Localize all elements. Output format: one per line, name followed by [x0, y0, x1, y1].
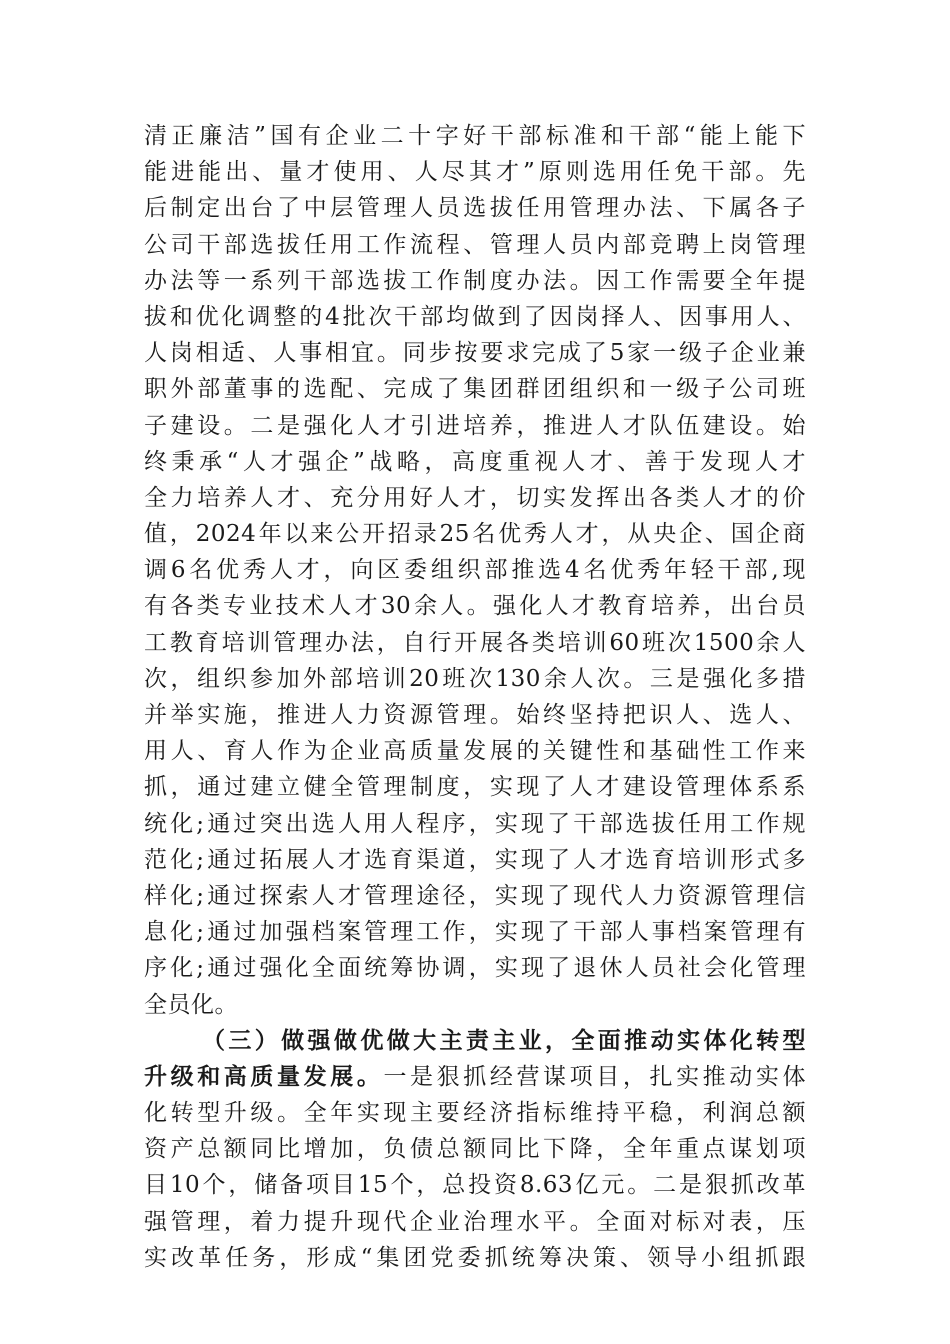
text-line: 工教育培训管理办法，自行开展各类培训60班次1500余人	[144, 629, 806, 656]
text-line: 实改革任务，形成“集团党委抓统筹决策、领导小组抓跟	[144, 1244, 806, 1271]
text-line: 序化;通过强化全面统筹协调，实现了退休人员社会化管理	[144, 955, 806, 982]
paragraph-hr-management	[144, 118, 806, 1023]
section-heading-continuation: 升级和高质量发展。	[144, 1062, 384, 1090]
text-line	[144, 1059, 806, 1095]
text-line: 全员化。	[144, 991, 238, 1018]
text-line: 并举实施，推进人力资源管理。始终坚持把识人、选人、	[144, 702, 806, 728]
paragraph-main-business	[144, 1023, 806, 1276]
text-line: 后制定出台了中层管理人员选拔任用管理办法、下属各子	[144, 195, 806, 222]
text-line: 终秉承“人才强企”战略，高度重视人才、善于发现人才	[144, 448, 806, 475]
text-line: 职外部董事的选配、完成了集团群团组织和一级子公司班	[144, 376, 806, 403]
text-line: 次，组织参加外部培训20班次130余人次。三是强化多措	[144, 665, 806, 692]
text-line: 抓，通过建立健全管理制度，实现了人才建设管理体系系	[144, 774, 806, 801]
text-line: 子建设。二是强化人才引进培养，推进人才队伍建设。始	[144, 412, 806, 439]
text-line: 能进能出、量才使用、人尽其才”原则选用任免干部。先	[144, 159, 806, 186]
text-line: 统化;通过突出选人用人程序，实现了干部选拔任用工作规	[144, 810, 806, 837]
document-page	[144, 118, 806, 1276]
text-line: 范化;通过拓展人才选育渠道，实现了人才选育培训形式多	[144, 846, 806, 873]
text-line: 拔和优化调整的4批次干部均做到了因岗择人、因事用人、	[144, 303, 806, 330]
text-line: 办法等一系列干部选拔工作制度办法。因工作需要全年提	[144, 267, 806, 294]
section-heading-line: （三）做强做优做大主责主业，全面推动实体化转型	[202, 1026, 806, 1054]
text-line: 样化;通过探索人才管理途径，实现了现代人力资源管理信	[144, 882, 806, 909]
text-line: 用人、育人作为企业高质量发展的关键性和基础性工作来	[144, 738, 806, 765]
text-line: 目10个，储备项目15个，总投资8.63亿元。二是狠抓改革	[144, 1172, 806, 1199]
text-fragment: 一是狠抓经营谋项目，扎实推动实体	[383, 1063, 807, 1090]
text-line: 清正廉洁”国有企业二十字好干部标准和干部“能上能下	[144, 123, 806, 149]
text-line: 人岗相适、人事相宜。同步按要求完成了5家一级子企业兼	[144, 340, 806, 367]
text-line: 强管理，着力提升现代企业治理水平。全面对标对表，压	[144, 1208, 806, 1235]
text-line: 全力培养人才、充分用好人才，切实发挥出各类人才的价	[144, 484, 806, 511]
text-line: 有各类专业技术人才30余人。强化人才教育培养，出台员	[144, 593, 806, 620]
text-line: 公司干部选拔任用工作流程、管理人员内部竞聘上岗管理	[144, 231, 806, 258]
text-line: 调6名优秀人才，向区委组织部推选4名优秀年轻干部,现	[144, 557, 806, 584]
text-line: 资产总额同比增加，负债总额同比下降，全年重点谋划项	[144, 1136, 806, 1163]
text-line: 化转型升级。全年实现主要经济指标维持平稳，利润总额	[144, 1100, 806, 1127]
text-line: 息化;通过加强档案管理工作，实现了干部人事档案管理有	[144, 919, 806, 946]
text-line: 值，2024年以来公开招录25名优秀人才，从央企、国企商	[144, 521, 806, 548]
